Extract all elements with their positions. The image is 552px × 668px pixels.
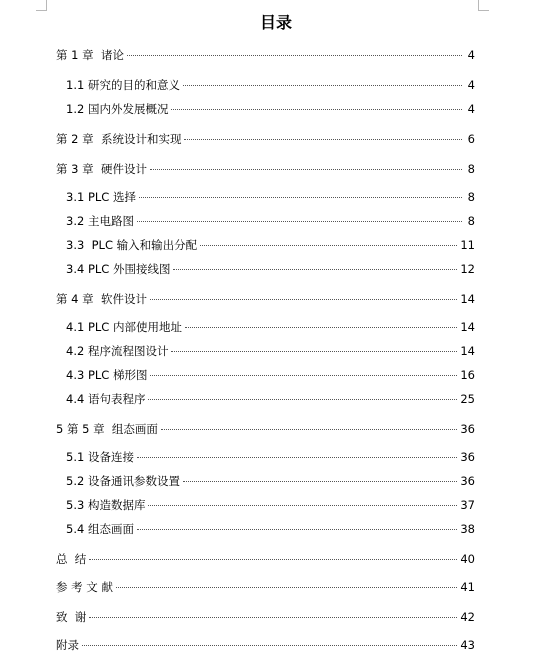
toc-entry-label: 附录 <box>56 638 79 652</box>
toc-entry-label: 4.1 PLC 内部使用地址 <box>66 320 182 334</box>
toc-entry[interactable] <box>66 190 475 204</box>
toc-entry[interactable] <box>56 580 475 594</box>
toc-dot-leader <box>148 399 457 400</box>
toc-entry[interactable] <box>56 422 475 436</box>
toc-dot-leader <box>200 245 457 246</box>
toc-entry[interactable] <box>56 48 475 62</box>
toc-entry-label: 3.4 PLC 外围接线图 <box>66 262 171 276</box>
toc-entry[interactable] <box>56 610 475 624</box>
toc-entry[interactable] <box>66 474 475 488</box>
toc-entry-page-number: 14 <box>460 292 475 306</box>
toc-entry[interactable] <box>56 552 475 566</box>
toc-entry-label: 3.3 PLC 输入和输出分配 <box>66 238 198 252</box>
toc-entry-label: 5.2 设备通讯参数设置 <box>66 474 180 488</box>
toc-entry-page-number: 6 <box>467 132 475 146</box>
toc-dot-leader <box>137 529 457 530</box>
toc-entry-label: 5 第 5 章 组态画面 <box>56 422 158 436</box>
toc-entry-label: 总 结 <box>56 552 87 566</box>
toc-dot-leader <box>150 299 457 300</box>
toc-entry-page-number: 8 <box>467 190 475 204</box>
toc-entry[interactable] <box>66 262 475 276</box>
toc-entry-page-number: 8 <box>467 162 475 176</box>
toc-entry-label: 5.3 构造数据库 <box>66 498 146 512</box>
toc-dot-leader <box>184 139 462 140</box>
toc-dot-leader <box>183 85 462 86</box>
toc-entry-page-number: 4 <box>467 102 475 116</box>
toc-entry-page-number: 14 <box>460 344 475 358</box>
toc-entry-label: 4.4 语句表程序 <box>66 392 146 406</box>
toc-entry[interactable] <box>56 638 475 652</box>
toc-entry[interactable] <box>66 450 475 464</box>
toc-entry-page-number: 40 <box>460 552 475 566</box>
toc-entry[interactable] <box>66 214 475 228</box>
toc-dot-leader <box>150 375 457 376</box>
toc-dot-leader <box>173 269 457 270</box>
toc-entry-page-number: 41 <box>460 580 475 594</box>
toc-entry-label: 5.4 组态画面 <box>66 522 134 536</box>
toc-entry-page-number: 25 <box>460 392 475 406</box>
toc-entry[interactable] <box>66 392 475 406</box>
toc-entry[interactable] <box>66 238 475 252</box>
toc-entry[interactable] <box>56 162 475 176</box>
toc-entry-page-number: 37 <box>460 498 475 512</box>
toc-title: 目录 <box>259 13 292 32</box>
toc-dot-leader <box>137 221 462 222</box>
toc-entry[interactable] <box>56 132 475 146</box>
toc-entry-page-number: 4 <box>467 48 475 62</box>
toc-entry-page-number: 11 <box>460 238 475 252</box>
toc-dot-leader <box>82 645 457 646</box>
toc-entry[interactable] <box>66 522 475 536</box>
toc-entry[interactable] <box>66 368 475 382</box>
toc-entry[interactable] <box>66 344 475 358</box>
toc-entry-page-number: 43 <box>460 638 475 652</box>
toc-dot-leader <box>183 481 457 482</box>
toc-entry-label: 4.2 程序流程图设计 <box>66 344 169 358</box>
toc-entry-label: 第 2 章 系统设计和实现 <box>56 132 182 146</box>
toc-entry-label: 3.1 PLC 选择 <box>66 190 136 204</box>
toc-entry-page-number: 12 <box>460 262 475 276</box>
toc-entry-label: 5.1 设备连接 <box>66 450 134 464</box>
toc-dot-leader <box>127 55 462 56</box>
toc-entry-page-number: 4 <box>467 78 475 92</box>
toc-entry-label: 参 考 文 献 <box>56 580 113 594</box>
toc-entry-label: 4.3 PLC 梯形图 <box>66 368 148 382</box>
toc-entry-page-number: 16 <box>460 368 475 382</box>
toc-entry-label: 1.2 国内外发展概况 <box>66 102 169 116</box>
toc-entry-label: 第 4 章 软件设计 <box>56 292 147 306</box>
toc-entry-label: 第 1 章 诸论 <box>56 48 124 62</box>
toc-dot-leader <box>116 587 457 588</box>
toc-dot-leader <box>171 351 457 352</box>
toc-entry-page-number: 36 <box>460 474 475 488</box>
toc-entry-label: 3.2 主电路图 <box>66 214 134 228</box>
toc-entry-label: 致 谢 <box>56 610 87 624</box>
toc-entry-page-number: 8 <box>467 214 475 228</box>
toc-entry-page-number: 36 <box>460 450 475 464</box>
toc-dot-leader <box>161 429 457 430</box>
toc-dot-leader <box>89 559 457 560</box>
toc-entry-label: 第 3 章 硬件设计 <box>56 162 147 176</box>
toc-entry-label: 1.1 研究的目的和意义 <box>66 78 180 92</box>
toc-entry[interactable] <box>66 498 475 512</box>
toc-dot-leader <box>171 109 462 110</box>
toc-dot-leader <box>137 457 457 458</box>
toc-entry-page-number: 42 <box>460 610 475 624</box>
toc-dot-leader <box>89 617 457 618</box>
toc-dot-leader <box>148 505 457 506</box>
toc-entry-page-number: 14 <box>460 320 475 334</box>
toc-entry[interactable] <box>66 320 475 334</box>
toc-entry-page-number: 38 <box>460 522 475 536</box>
toc-entry[interactable] <box>66 102 475 116</box>
toc-dot-leader <box>185 327 457 328</box>
toc-entry-page-number: 36 <box>460 422 475 436</box>
toc-entry[interactable] <box>66 78 475 92</box>
toc-dot-leader <box>139 197 462 198</box>
toc-dot-leader <box>150 169 462 170</box>
toc-entry[interactable] <box>56 292 475 306</box>
